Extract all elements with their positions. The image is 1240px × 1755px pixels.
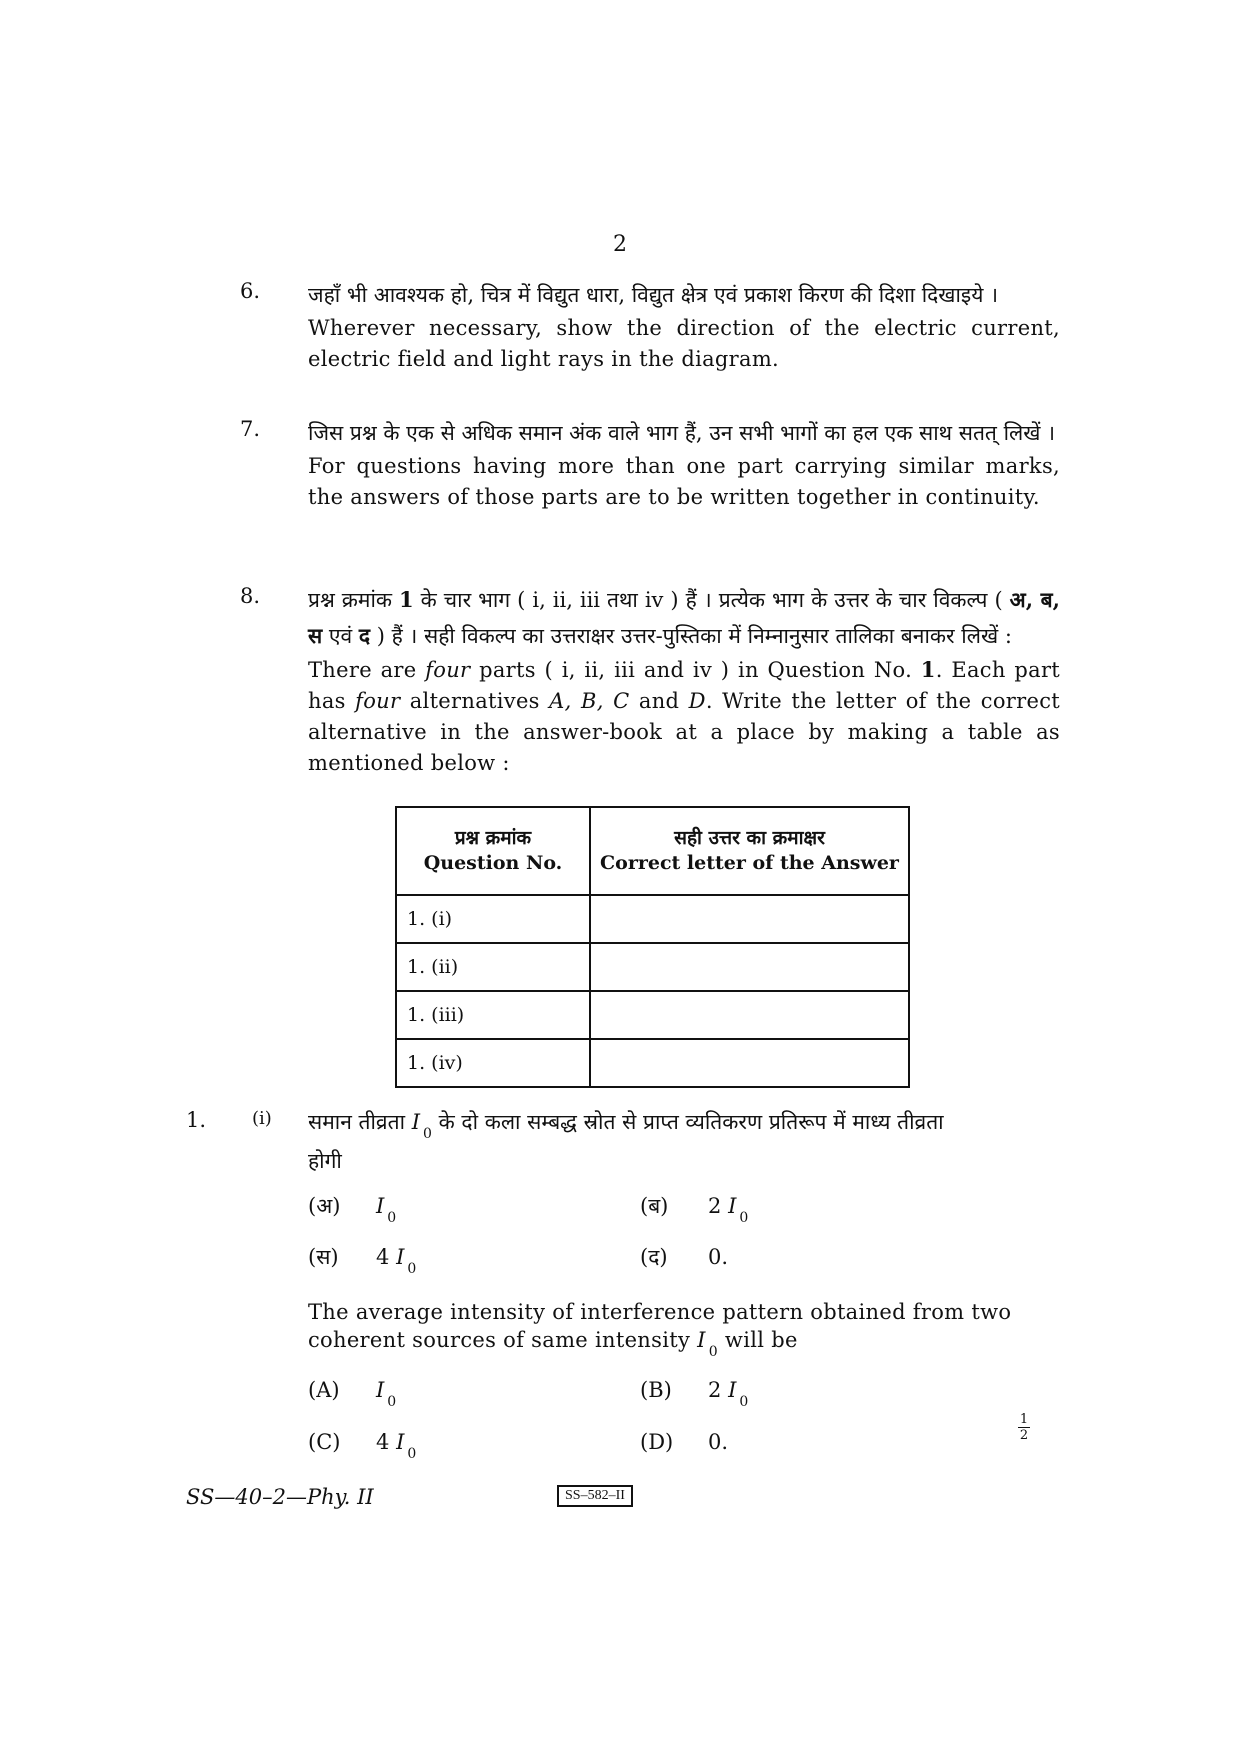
page-number: 2 [613,232,627,257]
option-english-b: (B) 2 I $_0$ [640,1378,749,1410]
option-hindi-c: (स) 4 I $_0$ [308,1245,417,1277]
option-english-d: (D) 0. [640,1430,729,1454]
instruction-hindi: प्रश्न क्रमांक 1 के चार भाग ( i, ii, iii तथा iv ) हैं । प्रत्येक भाग के उत्तर के चार विकल्प ( अ, ब, स एवं द ) हैं । सही विकल्प का उत्तराक्षर उत्तर-पुस्तिका में निम्नानुसार तालिका बनाकर लिखें : [308,587,1060,648]
instruction-8 [240,582,1060,779]
instruction-number: 8. [240,584,261,608]
instruction-7 [240,415,1060,513]
table-row: 1. (iv) [396,1039,909,1087]
instruction-hindi: जहाँ भी आवश्यक हो, चित्र में विद्युत धारा, विद्युत क्षेत्र एवं प्रकाश किरण की दिशा दिखाइये । [308,283,999,307]
option-english-a: (A) I $_0$ [308,1378,397,1410]
table-header-row [396,807,909,895]
instruction-6 [240,277,1060,375]
option-english-c: (C) 4 I $_0$ [308,1430,417,1462]
answer-table [395,806,910,1088]
table-row: 1. (i) [396,895,909,943]
question-english: The average intensity of interference pattern obtained from two coherent sources of same intensity I $_0$ will be [308,1300,1012,1360]
question-part: (i) [252,1108,272,1129]
footer-booklet-code: SS–582–II [557,1485,633,1507]
option-hindi-a: (अ) I $_0$ [308,1194,397,1226]
table-row: 1. (iii) [396,991,909,1039]
instruction-english: For questions having more than one part carrying similar marks, the answers of those parts are to be written together in continuity. [308,454,1060,509]
instruction-number: 7. [240,417,261,441]
question-number: 1. [186,1108,207,1132]
marks-fraction: 1 2 [1019,1412,1029,1443]
header-question-no: प्रश्न क्रमांक Question No. [396,807,590,895]
option-hindi-d: (द) 0. [640,1245,729,1269]
table-row: 1. (ii) [396,943,909,991]
instruction-english: Wherever necessary, show the direction of the electric current, electric field and light rays in the diagram. [308,316,1060,371]
option-hindi-b: (ब) 2 I $_0$ [640,1194,749,1226]
instruction-english: There are four parts ( i, ii, iii and iv ) in Question No. 1. Each part has four alternatives A, B, C and D. Write the letter of the correct alternative in the answer-book at a place by making a table as mentioned below : [308,657,1061,775]
instruction-hindi: जिस प्रश्न के एक से अधिक समान अंक वाले भाग हैं, उन सभी भागों का हल एक साथ सतत् लिखें । [308,421,1056,445]
header-correct-letter: सही उत्तर का क्रमाक्षर Correct letter of the Answer [590,807,909,895]
question-hindi: समान तीव्रता I $_0$ के दो कला सम्बद्ध स्रोत से प्राप्त व्यतिकरण प्रतिरूप में माध्य तीव्रता होगी [308,1110,944,1173]
instruction-number: 6. [240,279,261,303]
footer-paper-code: SS—40–2—Phy. II [186,1485,374,1509]
